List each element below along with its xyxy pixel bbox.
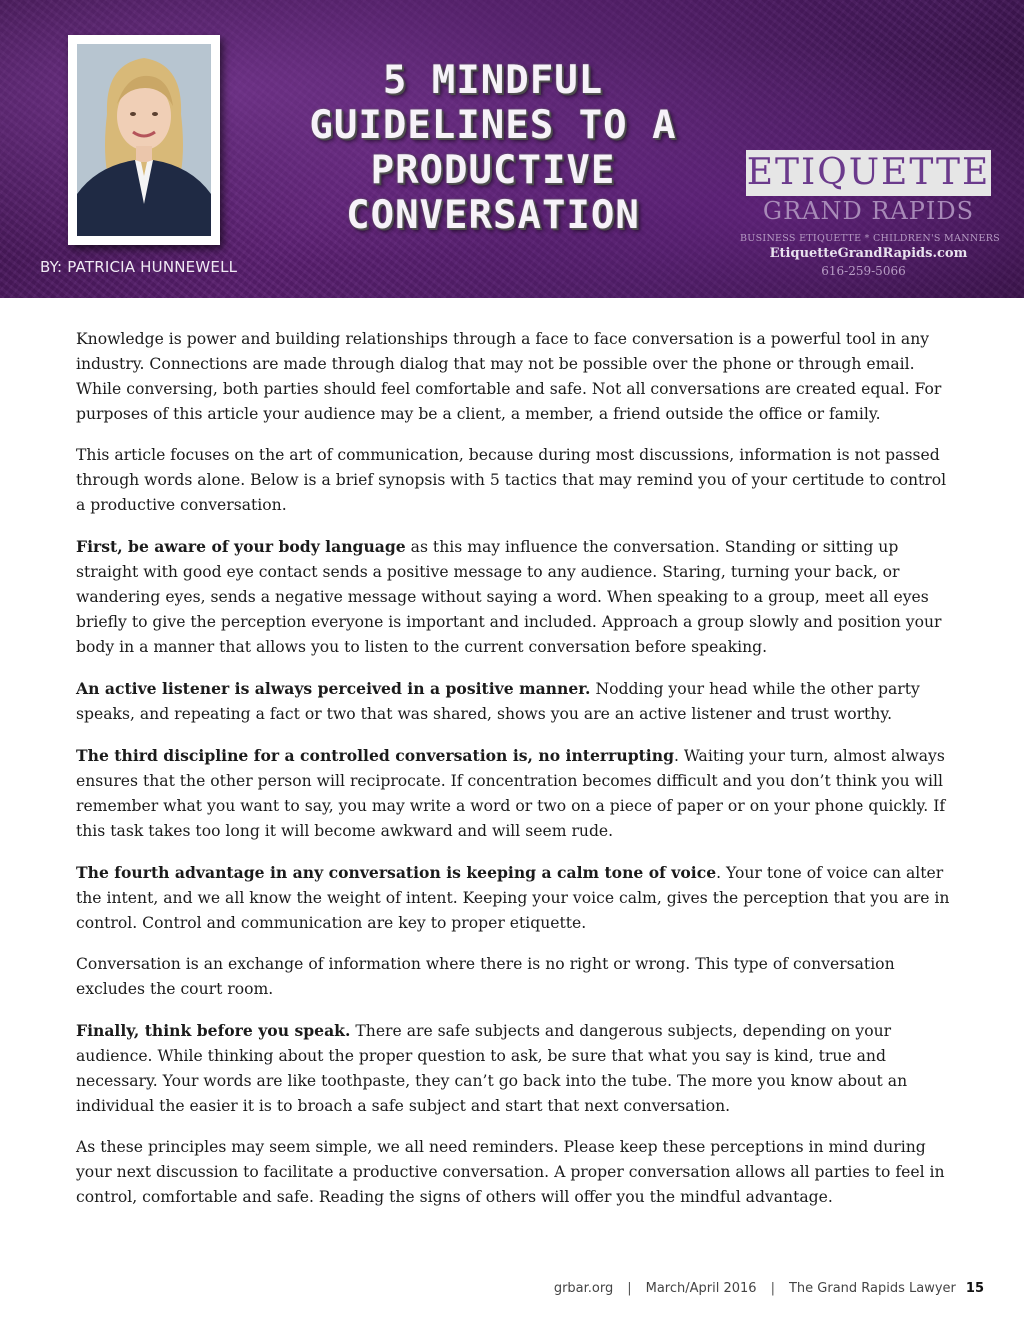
article-paragraph-exchange: Conversation is an exchange of information where there is no right or wrong. This type of conversation excludes the court room. — [76, 955, 895, 998]
article-title: 5 MINDFUL GUIDELINES TO A PRODUCTIVE CONVERSATION — [309, 58, 677, 238]
footer-separator: | — [770, 1281, 775, 1296]
guideline-heading-no-interrupting: The third discipline for a controlled conversation is, no interrupting — [76, 746, 674, 765]
etiquette-logo-main: ETIQUETTE — [746, 150, 991, 196]
etiquette-logo-sub: GRAND RAPIDS — [762, 197, 975, 225]
guideline-text-active-listener: Nodding your head while the other party speaks, and repeating a fact or two that was shared, shows you are an active listener and trust worthy. — [76, 680, 920, 723]
article-paragraph-intro: Knowledge is power and building relationships through a face to face conversation is a powerful tool in any industry. Connections are made through dialog that may not be possible over the phone or through email. While conversing, both parties should feel comfortable and safe. Not all conversations are created equal. For purposes of this article your audience may be a client, a member, a friend outside the office or family. — [76, 330, 942, 423]
article-paragraph-calm-tone — [76, 860, 956, 936]
guideline-text-no-interrupting: . Waiting your turn, almost always ensures that the other person will reciprocate. If concentration becomes difficult and you don’t think you will remember what you want to say, you may write a word or two on a piece of paper or on your phone quickly. If this task takes too long it will become awkward and will seem rude. — [76, 747, 946, 840]
etiquette-logo-tagline: BUSINESS ETIQUETTE * CHILDREN'S MANNERS — [740, 233, 1000, 244]
article-paragraph-think — [76, 1018, 956, 1119]
guideline-text-calm-tone: . Your tone of voice can alter the intent, and we all know the weight of intent. Keeping your voice calm, gives the perception that you are in control. Control and communication are key to proper etiquette. — [76, 864, 950, 932]
article-paragraph-conclusion: As these principles may seem simple, we all need reminders. Please keep these perceptions in mind during your next discussion to facilitate a productive conversation. A proper conversation allows all parties to feel in control, comfortable and safe. Reading the signs of others will offer you the mindful advantage. — [76, 1138, 945, 1206]
author-byline: BY: PATRICIA HUNNEWELL — [40, 258, 238, 276]
guideline-heading-active-listener: An active listener is always perceived in a positive manner. — [76, 679, 591, 698]
guideline-heading-calm-tone: The fourth advantage in any conversation is keeping a calm tone of voice — [76, 863, 717, 882]
guideline-text-think: There are safe subjects and dangerous subjects, depending on your audience. While thinking about the proper question to ask, be sure that what you say is kind, true and necessary. Your words are like toothpaste, they can’t go back into the tube. The more you know about an individual the easier it is to broach a safe subject and start that next conversation. — [76, 1022, 908, 1115]
guideline-heading-body-language: First, be aware of your body language — [76, 537, 406, 556]
page-number: 15 — [965, 1281, 984, 1296]
header-banner — [0, 0, 1024, 298]
footer-publication: The Grand Rapids Lawyer — [788, 1281, 956, 1296]
article-paragraph-body-language — [76, 534, 956, 660]
guideline-text-body-language: as this may influence the conversation. Standing or sitting up straight with good eye contact sends a positive message to any audience. Staring, turning your back, or wandering eyes, sends a negative message without saying a word. When speaking to a group, meet all eyes briefly to give the perception everyone is important and included. Approach a group slowly and position your body in a manner that allows you to listen to the current conversation before speaking. — [76, 538, 942, 656]
article-body — [76, 327, 956, 1226]
author-photo — [77, 44, 211, 236]
footer-separator: | — [627, 1281, 632, 1296]
article-paragraph-no-interrupting — [76, 743, 956, 844]
author-portrait-image — [77, 44, 211, 236]
article-paragraph-active-listener — [76, 676, 956, 727]
etiquette-logo-url: EtiquetteGrandRapids.com — [769, 246, 968, 261]
footer-issue: March/April 2016 — [645, 1281, 757, 1296]
page-footer — [554, 1281, 984, 1296]
etiquette-logo-phone: 616-259-5066 — [821, 264, 906, 278]
author-photo-frame — [68, 35, 220, 245]
footer-site: grbar.org — [553, 1281, 614, 1296]
guideline-heading-think: Finally, think before you speak. — [76, 1021, 351, 1040]
article-paragraph-focus: This article focuses on the art of communication, because during most discussions, information is not passed through words alone. Below is a brief synopsis with 5 tactics that may remind you of your certitude to control a productive conversation. — [76, 446, 947, 514]
